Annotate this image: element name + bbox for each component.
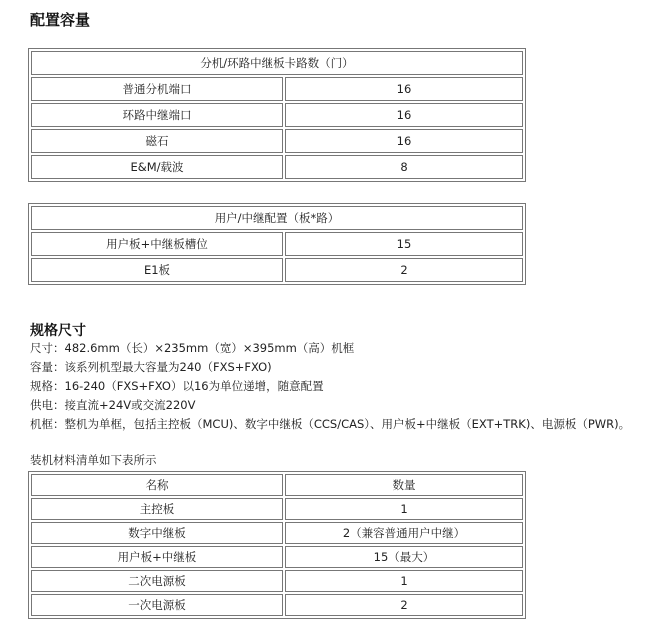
port-capacity-header: 分机/环路中继板卡路数（门） [31, 51, 523, 75]
board-config-table [28, 203, 526, 285]
table-row [31, 258, 523, 282]
spec-line-chassis: 机框：整机为单框，包括主控板（MCU)、数字中继板（CCS/CAS）、用户板+中继板（EXT+TRK)、电源板（PWR)。 [30, 417, 631, 431]
table-header-row [31, 474, 523, 496]
row-label: 环路中继端口 [31, 103, 283, 127]
table-row [31, 129, 523, 153]
row-value: 8 [285, 155, 523, 179]
col-header-name: 名称 [31, 474, 283, 496]
item-name: 数字中继板 [31, 522, 283, 544]
spec-list [30, 339, 630, 434]
table-row [31, 570, 523, 592]
table-row [31, 522, 523, 544]
item-qty: 2 [285, 594, 523, 616]
row-value: 16 [285, 103, 523, 127]
spec-line-spec: 规格：16-240（FXS+FXO）以16为单位递增，随意配置 [30, 379, 324, 393]
bom-table [28, 471, 526, 619]
item-qty: 1 [285, 498, 523, 520]
spec-heading: 规格尺寸 [30, 323, 86, 339]
item-qty: 2（兼容普通用户中继） [285, 522, 523, 544]
board-config-header: 用户/中继配置（板*路） [31, 206, 523, 230]
item-qty: 1 [285, 570, 523, 592]
item-name: 一次电源板 [31, 594, 283, 616]
spec-line-capacity: 容量：该系列机型最大容量为240（FXS+FXO) [30, 360, 272, 374]
row-label: E1板 [31, 258, 283, 282]
table-row [31, 594, 523, 616]
row-label: 用户板+中继板槽位 [31, 232, 283, 256]
col-header-qty: 数量 [285, 474, 523, 496]
config-heading: 配置容量 [30, 11, 91, 29]
row-value: 2 [285, 258, 523, 282]
row-value: 15 [285, 232, 523, 256]
row-label: 磁石 [31, 129, 283, 153]
table-row [31, 498, 523, 520]
item-name: 二次电源板 [31, 570, 283, 592]
table-row [31, 77, 523, 101]
table-row [31, 155, 523, 179]
table-header-row [31, 51, 523, 75]
bom-caption: 装机材料清单如下表所示 [30, 453, 157, 467]
table-header-row [31, 206, 523, 230]
row-label: 普通分机端口 [31, 77, 283, 101]
row-value: 16 [285, 77, 523, 101]
spec-line-power: 供电：接直流+24V或交流220V [30, 398, 196, 412]
table-row [31, 103, 523, 127]
item-qty: 15（最大） [285, 546, 523, 568]
table-row [31, 232, 523, 256]
row-value: 16 [285, 129, 523, 153]
spec-line-size: 尺寸：482.6mm（长）×235mm（宽）×395mm（高）机框 [30, 341, 355, 355]
item-name: 用户板+中继板 [31, 546, 283, 568]
table-row [31, 546, 523, 568]
row-label: E&M/载波 [31, 155, 283, 179]
port-capacity-table [28, 48, 526, 182]
item-name: 主控板 [31, 498, 283, 520]
